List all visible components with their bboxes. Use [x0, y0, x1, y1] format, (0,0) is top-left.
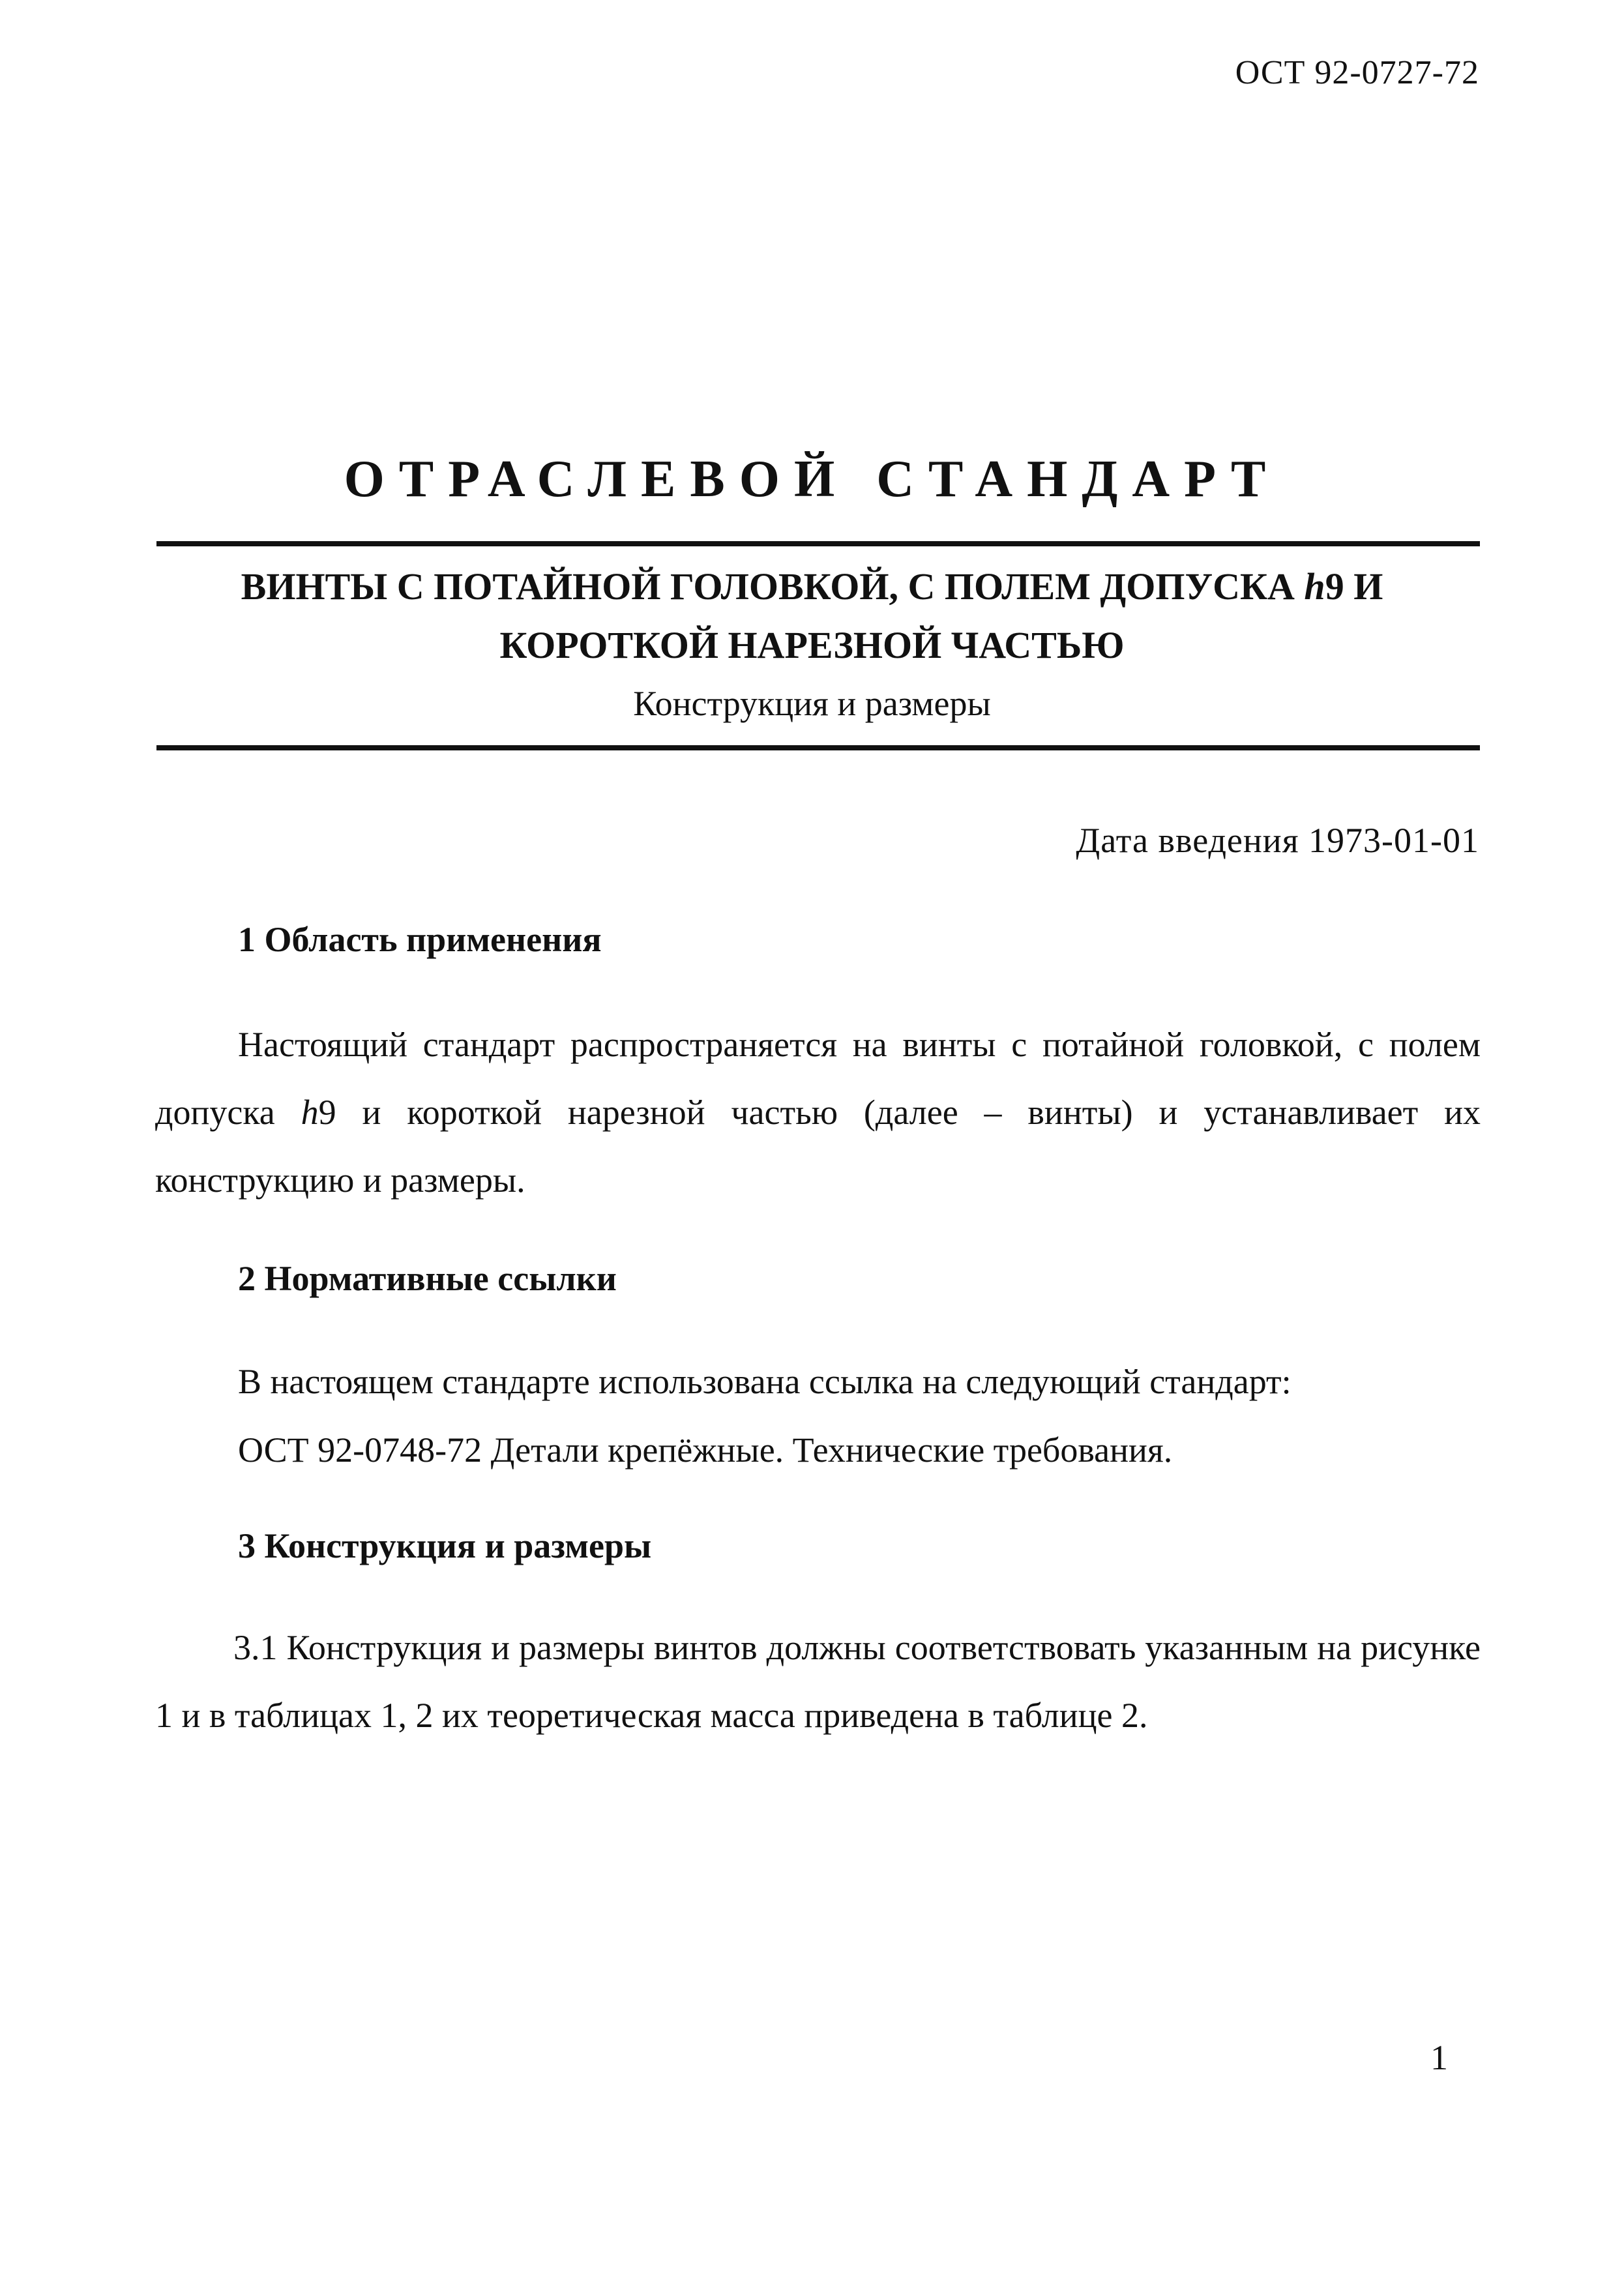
section-3-heading: 3 Конструкция и размеры: [238, 1526, 652, 1565]
title-line-1-text: ВИНТЫ С ПОТАЙНОЙ ГОЛОВКОЙ, С ПОЛЕМ ДОПУСКА: [241, 565, 1305, 608]
section-2-line-2: ОСТ 92-0748-72 Детали крепёжные. Технические требования.: [238, 1430, 1173, 1470]
document-subtitle: Конструкция и размеры: [633, 684, 991, 723]
section-1-paragraph: [155, 1011, 1481, 1214]
section-1-text: Настоящий стандарт распространяется на винты с потайной головкой, с полем допуска: [155, 1025, 1481, 1132]
title-rule-bottom: [156, 745, 1480, 750]
document-code: ОСТ 92-0727-72: [1235, 54, 1479, 91]
section-1-text-tail: 9 и короткой нарезной частью (далее – винты) и устанавливает их конструкцию и размеры.: [155, 1093, 1481, 1200]
section-1-heading: 1 Область применения: [238, 920, 602, 959]
page-number: 1: [1430, 2038, 1448, 2077]
standard-type-heading: ОТРАСЛЕВОЙ СТАНДАРТ: [344, 451, 1280, 508]
tolerance-symbol: h: [1304, 565, 1325, 608]
section-2-heading: 2 Нормативные ссылки: [238, 1259, 617, 1298]
section-1-tolerance-symbol: h: [301, 1093, 319, 1132]
section-3-paragraph: 3.1 Конструкция и размеры винтов должны соответствовать указанным на рисунке 1 и в таблицах 1, 2 их теоретическая масса приведена в таблице 2.: [155, 1628, 1481, 1735]
section-2-line-1: В настоящем стандарте использована ссылка на следующий стандарт:: [238, 1362, 1292, 1401]
introduction-date: Дата введения 1973-01-01: [1076, 821, 1479, 860]
document-title-line-2: КОРОТКОЙ НАРЕЗНОЙ ЧАСТЬЮ: [499, 624, 1125, 666]
document-title: [0, 557, 1624, 675]
title-rule-top: [156, 541, 1480, 546]
title-line-1-tail: 9 И: [1325, 565, 1383, 608]
document-title-line-1: [0, 557, 1624, 616]
